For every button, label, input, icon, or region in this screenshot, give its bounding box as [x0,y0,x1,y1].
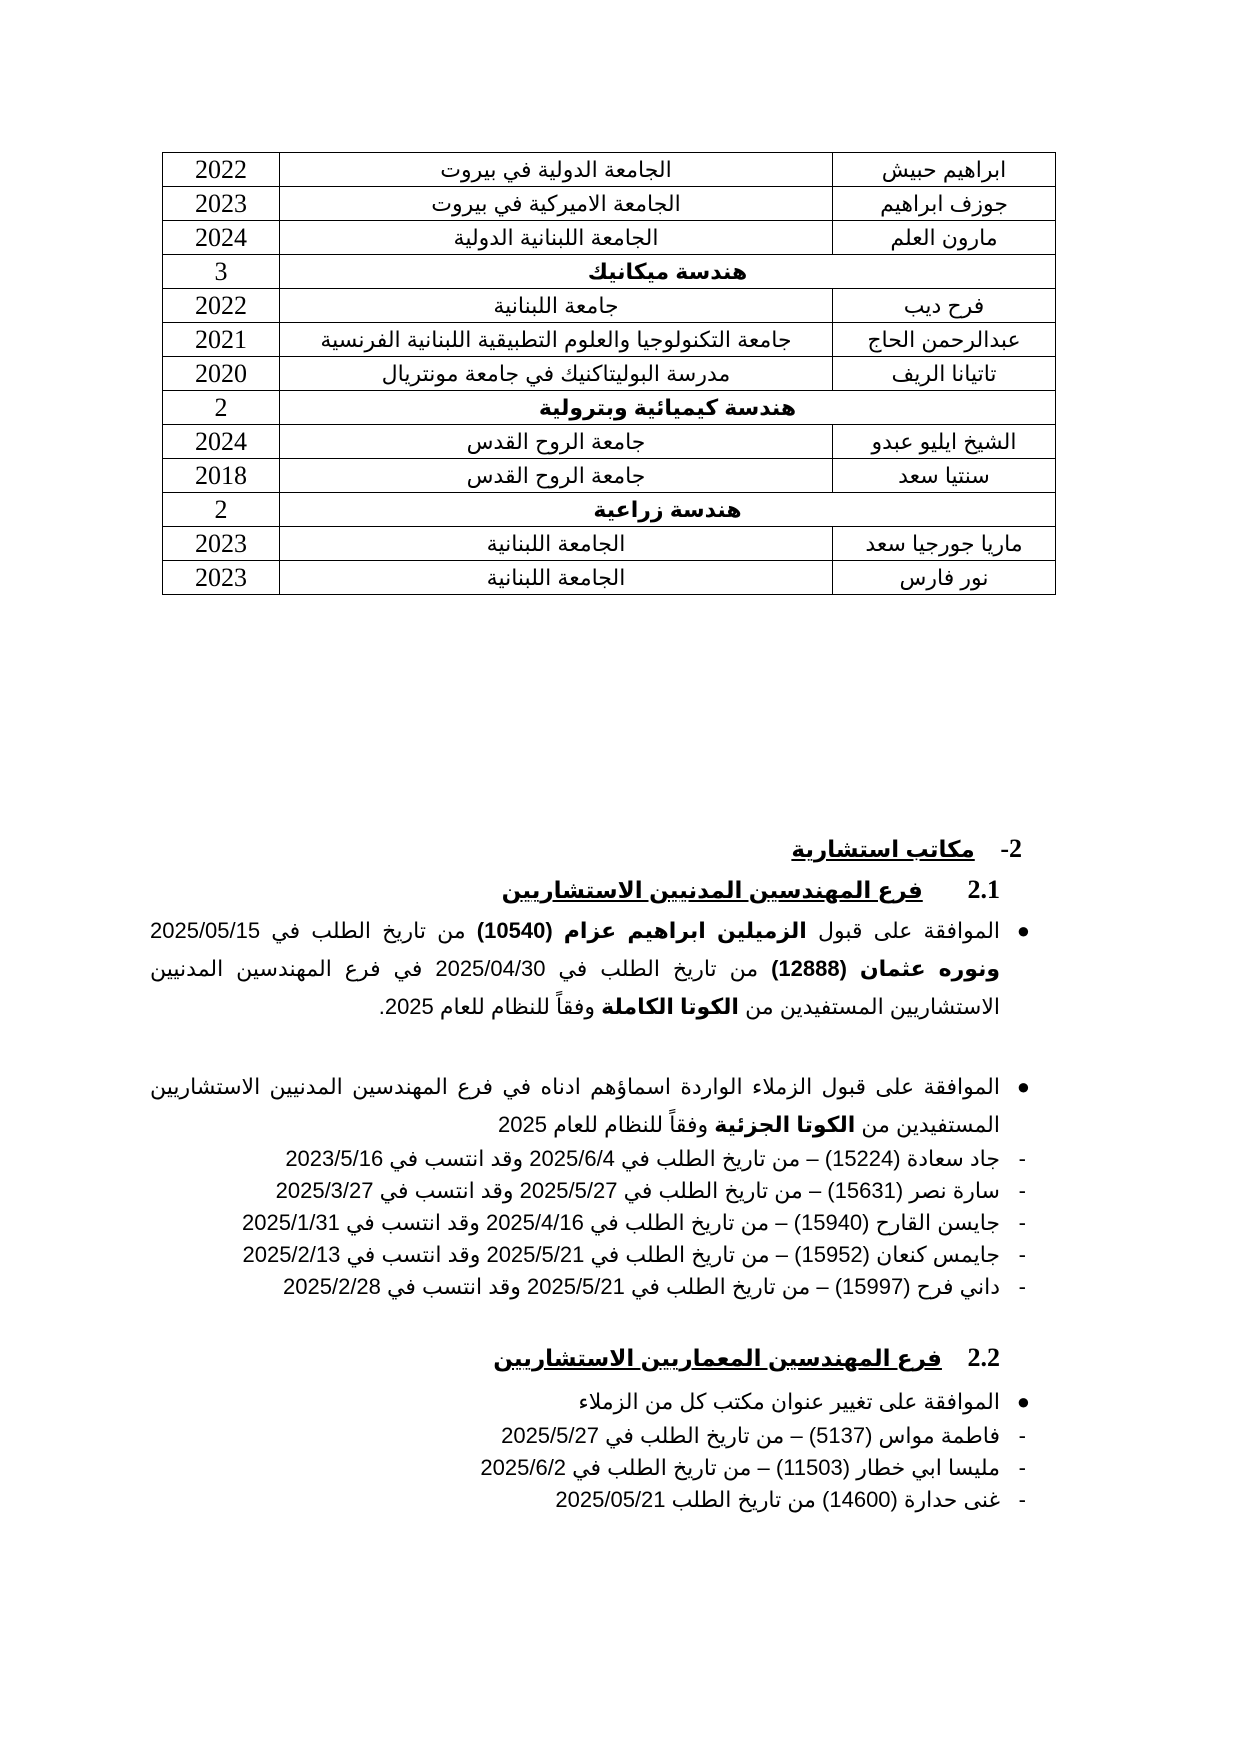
list-item-text: داني فرح (15997) – من تاريخ الطلب في 2025/5/21 وقد انتسب في 2025/2/28 [283,1274,1000,1299]
year-cell: 2022 [163,153,280,187]
name-cell: نور فارس [833,561,1056,595]
list-item-text: مليسا ابي خطار (11503) – من تاريخ الطلب في 2025/6/2 [480,1455,1000,1480]
year-cell: 2024 [163,221,280,255]
table-row [163,187,1056,221]
section-number: 2- [1000,834,1022,863]
year-cell: 2023 [163,561,280,595]
table-row [163,527,1056,561]
dash-icon: - [1018,1146,1026,1171]
dash-icon: - [1018,1178,1026,1203]
bullet-icon: ● [1016,1074,1030,1099]
table-row [163,357,1056,391]
table-row [163,289,1056,323]
list-item-text: سارة نصر (15631) – من تاريخ الطلب في 2025/5/27 وقد انتسب في 2025/3/27 [275,1178,1000,1203]
paragraph-bold: الكوتا الجزئية [714,1112,856,1137]
category-row [163,255,1056,289]
paragraph-text: وفقاً للنظام للعام 2025. [378,994,602,1019]
university-cell: جامعة التكنولوجيا والعلوم التطبيقية اللبنانية الفرنسية [280,323,833,357]
table-row [163,153,1056,187]
list-item [283,1271,1026,1303]
paragraph-text: الموافقة على تغيير عنوان مكتب كل من الزملاء [578,1389,1000,1414]
year-cell: 2021 [163,323,280,357]
subsection-heading [493,1343,1000,1373]
name-cell: سنتيا سعد [833,459,1056,493]
university-cell: جامعة الروح القدس [280,459,833,493]
paragraph-bold: ونوره عثمان (12888) [771,956,1001,981]
table-row [163,425,1056,459]
name-cell: جوزف ابراهيم [833,187,1056,221]
section-title: مكاتب استشارية [791,836,975,862]
paragraph-full-quota [150,912,1030,1026]
name-cell: ابراهيم حبيش [833,153,1056,187]
category-count: 2 [163,493,280,527]
category-count: 2 [163,391,280,425]
table-row [163,221,1056,255]
subsection-number: 2.2 [967,1343,1000,1372]
university-cell: الجامعة الدولية في بيروت [280,153,833,187]
dash-icon: - [1018,1423,1026,1448]
paragraph-text: الموافقة على قبول [806,918,1001,943]
paragraph-bold: الزميلين ابراهيم عزام (10540) [476,918,807,943]
university-cell: الجامعة اللبنانية [280,527,833,561]
paragraph-text: وفقاً للنظام للعام 2025 [498,1112,715,1137]
category-row [163,391,1056,425]
dash-icon: - [1018,1274,1026,1299]
paragraph-partial-quota [150,1068,1030,1144]
dash-icon: - [1018,1455,1026,1480]
year-cell: 2024 [163,425,280,459]
table-row [163,323,1056,357]
paragraph-text: الموافقة على قبول الزملاء الواردة اسماؤهم ادناه في فرع المهندسين المدنيين الاستشاريين المستفيدين من [150,1074,1000,1137]
university-cell: جامعة الروح القدس [280,425,833,459]
bullet-icon: ● [1016,1389,1030,1414]
list-item [501,1420,1026,1452]
subsection-number: 2.1 [967,875,1000,904]
year-cell: 2022 [163,289,280,323]
name-cell: عبدالرحمن الحاج [833,323,1056,357]
university-cell: الجامعة اللبنانية الدولية [280,221,833,255]
subsection-title: فرع المهندسين المدنيين الاستشاريين [501,877,923,903]
year-cell: 2023 [163,527,280,561]
university-cell: الجامعة الاميركية في بيروت [280,187,833,221]
list-item [480,1452,1026,1484]
table-row [163,459,1056,493]
list-item-text: فاطمة مواس (5137) – من تاريخ الطلب في 2025/5/27 [501,1423,1000,1448]
list-item [555,1484,1026,1516]
graduates-table [162,152,1056,595]
name-cell: مارون العلم [833,221,1056,255]
name-cell: فرح ديب [833,289,1056,323]
year-cell: 2023 [163,187,280,221]
list-item-text: جايسن القارح (15940) – من تاريخ الطلب في 2025/4/16 وقد انتسب في 2025/1/31 [241,1210,1000,1235]
table-row [163,561,1056,595]
list-item-text: جايمس كنعان (15952) – من تاريخ الطلب في 2025/5/21 وقد انتسب في 2025/2/13 [242,1242,1000,1267]
list-item [242,1239,1026,1271]
dash-icon: - [1018,1242,1026,1267]
paragraph-bold: الكوتا الكاملة [601,994,739,1019]
list-item-text: غنى حدارة (14600) من تاريخ الطلب 2025/05/21 [555,1487,1000,1512]
name-cell: ماريا جورجيا سعد [833,527,1056,561]
category-row [163,493,1056,527]
dash-icon: - [1018,1210,1026,1235]
subsection-title: فرع المهندسين المعماريين الاستشاريين [493,1345,942,1371]
university-cell: الجامعة اللبنانية [280,561,833,595]
university-cell: جامعة اللبنانية [280,289,833,323]
year-cell: 2020 [163,357,280,391]
category-label: هندسة ميكانيك [280,255,1056,289]
category-label: هندسة كيميائية وبترولية [280,391,1056,425]
dash-icon: - [1018,1487,1026,1512]
paragraph-text: من تاريخ الطلب في 2025/04/30 في فرع المهندسين المدنيين الاستشاريين المستفيدين من [150,956,1000,1019]
section-heading [791,834,1022,864]
paragraph-address-change [150,1383,1030,1421]
list-item [275,1175,1026,1207]
list-item-text: جاد سعادة (15224) – من تاريخ الطلب في 2025/6/4 وقد انتسب في 2023/5/16 [285,1146,1000,1171]
bullet-icon: ● [1016,918,1030,943]
name-cell: تاتيانا الريف [833,357,1056,391]
university-cell: مدرسة البوليتاكنيك في جامعة مونتريال [280,357,833,391]
list-item [241,1207,1026,1239]
paragraph-text: من تاريخ الطلب في 2025/05/15 [150,918,477,943]
year-cell: 2018 [163,459,280,493]
category-label: هندسة زراعية [280,493,1056,527]
category-count: 3 [163,255,280,289]
subsection-heading [502,875,1000,905]
name-cell: الشيخ ايليو عبدو [833,425,1056,459]
list-item [285,1143,1026,1175]
